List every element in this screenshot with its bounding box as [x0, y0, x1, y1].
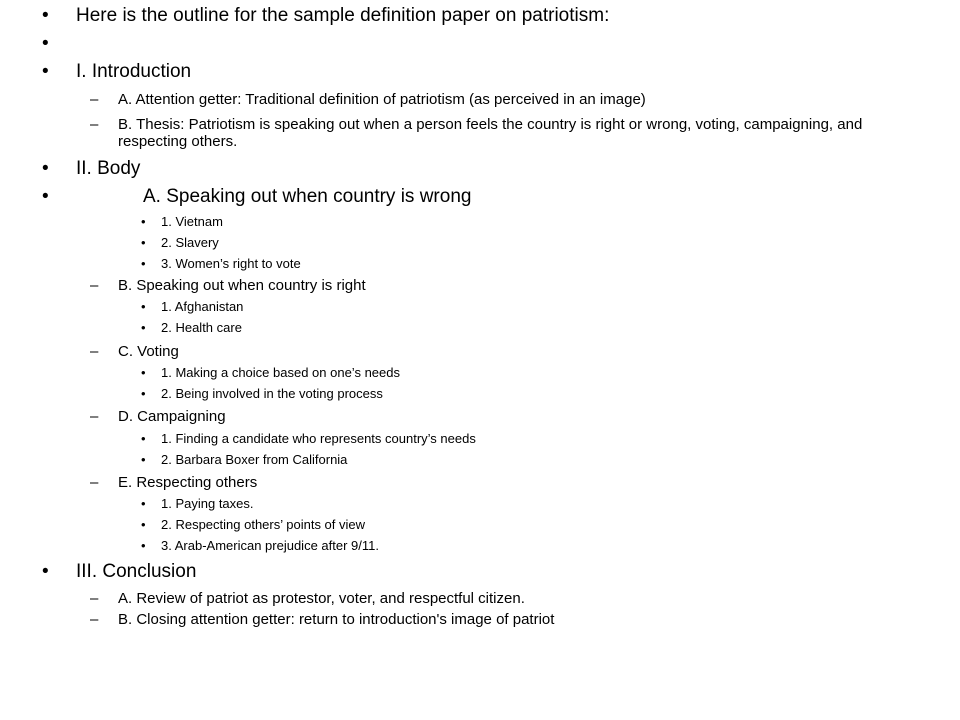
bullet-marker: • — [42, 61, 49, 82]
bullet-marker: • — [42, 158, 49, 179]
body-a-item: 3. Women’s right to vote — [161, 256, 301, 271]
body-section-d-label: D. Campaigning — [118, 408, 226, 425]
bullet-marker: • — [141, 496, 146, 511]
bullet-marker: • — [141, 538, 146, 553]
body-b-item: 2. Health care — [161, 320, 242, 335]
bullet-marker: • — [42, 33, 49, 54]
bullet-marker: • — [141, 214, 146, 229]
bullet-marker: • — [141, 299, 146, 314]
body-a-item: 1. Vietnam — [161, 214, 223, 229]
body-section-c-label: C. Voting — [118, 343, 179, 360]
conclusion-item-a: A. Review of patriot as protestor, voter, and respectful citizen. — [118, 590, 525, 607]
body-e-item: 2. Respecting others’ points of view — [161, 517, 366, 532]
body-e-item: 1. Paying taxes. — [161, 496, 254, 511]
dash-marker: – — [90, 343, 99, 360]
body-e-item: 3. Arab-American prejudice after 9/11. — [161, 538, 379, 553]
body-d-item: 2. Barbara Boxer from California — [161, 452, 348, 467]
body-title: II. Body — [76, 158, 141, 179]
bullet-marker: • — [42, 186, 49, 207]
body-a-item: 2. Slavery — [161, 235, 219, 250]
bullet-marker: • — [141, 235, 146, 250]
dash-marker: – — [90, 474, 99, 491]
bullet-marker: • — [42, 5, 49, 26]
conclusion-item-b: B. Closing attention getter: return to introduction's image of patriot — [118, 611, 555, 628]
bullet-marker: • — [141, 452, 146, 467]
bullet-marker: • — [141, 365, 146, 380]
bullet-marker: • — [141, 386, 146, 401]
dash-marker: – — [90, 277, 99, 294]
body-c-item: 1. Making a choice based on one’s needs — [161, 365, 400, 380]
dash-marker: – — [90, 408, 99, 425]
dash-marker: – — [90, 611, 99, 628]
conclusion-title: III. Conclusion — [76, 561, 197, 582]
body-d-item: 1. Finding a candidate who represents country’s needs — [161, 431, 476, 446]
bullet-marker: • — [42, 561, 49, 582]
bullet-marker: • — [141, 431, 146, 446]
intro-title: I. Introduction — [76, 61, 192, 82]
body-section-a-label: A. Speaking out when country is wrong — [143, 186, 472, 207]
intro-item-a: A. Attention getter: Traditional definition of patriotism (as perceived in an image) — [118, 91, 646, 108]
body-b-item: 1. Afghanistan — [161, 299, 244, 314]
intro-item-b: B. Thesis: Patriotism is speaking out when a person feels the country is right or wrong, voting, campaigning, and respecting others. — [118, 116, 863, 151]
dash-marker: – — [90, 116, 99, 133]
body-section-b-label: B. Speaking out when country is right — [118, 277, 366, 294]
bullet-marker: • — [141, 256, 146, 271]
bullet-marker: • — [141, 320, 146, 335]
dash-marker: – — [90, 91, 99, 108]
body-c-item: 2. Being involved in the voting process — [161, 386, 383, 401]
bullet-marker: • — [141, 517, 146, 532]
dash-marker: – — [90, 590, 99, 607]
body-section-e-label: E. Respecting others — [118, 474, 258, 491]
outline-heading: Here is the outline for the sample definition paper on patriotism: — [76, 5, 610, 26]
